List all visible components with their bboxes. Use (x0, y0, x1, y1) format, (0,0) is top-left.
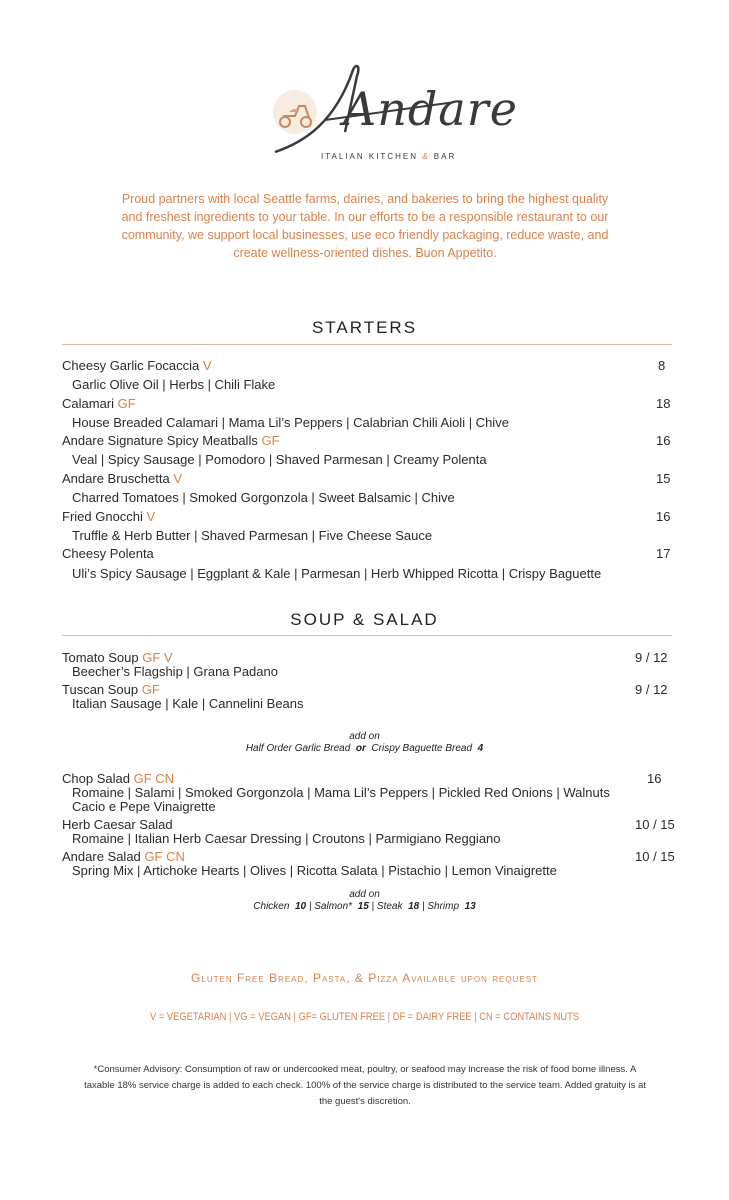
item-name: Cheesy Garlic Focaccia (62, 358, 200, 373)
logo-subtitle-b: BAR (433, 152, 457, 161)
item-description-line2: Cacio e Pepe Vinaigrette (72, 799, 216, 814)
item-price: 15 (656, 471, 671, 486)
item-name: Tomato Soup (62, 650, 139, 665)
item-price: 16 (647, 771, 662, 786)
item-description: Charred Tomatoes | Smoked Gorgonzola | Sweet Balsamic | Chive (72, 490, 455, 505)
intro-text: Proud partners with local Seattle farms, dairies, and bakeries to bring the highest quality and freshest ingredients to your table. In our efforts to be a responsible restaurant to our community, we support local businesses, use eco friendly packaging, reduce waste, and create wellness-oriented dishes. Buon Appetito. (121, 192, 609, 260)
addon-protein (0, 889, 729, 913)
addon-options: Chicken 10 | Salmon* 15 | Steak 18 | Shrimp 13 (253, 901, 476, 912)
addon-bread (0, 731, 729, 755)
item-price: 10 / 15 (635, 849, 675, 864)
item-tag: GF CN (144, 849, 185, 864)
item-tag: GF (117, 396, 136, 411)
item-description: Spring Mix | Artichoke Hearts | Olives | Ricotta Salata | Pistachio | Lemon Vinaigrette (72, 863, 557, 878)
item-price: 16 (656, 433, 671, 448)
gluten-free-note: Gluten Free Bread, Pasta, & Pizza Available upon request (191, 971, 538, 985)
item-name: Fried Gnocchi (62, 509, 143, 524)
logo-wordmark: Andare (343, 82, 518, 136)
item-name: Andare Salad (62, 849, 141, 864)
item-price: 17 (656, 546, 671, 561)
item-name: Andare Signature Spicy Meatballs (62, 433, 258, 448)
consumer-advisory: *Consumer Advisory: Consumption of raw or undercooked meat, poultry, or seafood may increase the risk of food borne illness. A taxable 18% service charge is added to each check. 100% of the service charge is distributed to the service team. Added gratuity is at the guest's discretion. (84, 1064, 646, 1107)
addon-label: add on (349, 731, 380, 742)
item-tag: GF (261, 433, 280, 448)
item-description: Romaine | Italian Herb Caesar Dressing | Croutons | Parmigiano Reggiano (72, 831, 501, 846)
item-price: 8 (658, 358, 666, 373)
item-tag: GF V (142, 650, 173, 665)
dietary-legend: V = VEGETARIAN | VG = VEGAN | GF= GLUTEN FREE | DF = DAIRY FREE | CN = CONTAINS NUTS (149, 1011, 580, 1023)
item-tag: V (173, 471, 182, 486)
item-description: Veal | Spicy Sausage | Pomodoro | Shaved Parmesan | Creamy Polenta (72, 452, 487, 467)
item-price: 18 (656, 396, 671, 411)
item-description: Uli’s Spicy Sausage | Eggplant & Kale | Parmesan | Herb Whipped Ricotta | Crispy Baguette (72, 566, 602, 581)
item-price: 16 (656, 509, 671, 524)
logo (265, 62, 518, 168)
addon-options: Half Order Garlic Bread or Crispy Baguette Bread 4 (245, 743, 484, 754)
logo-subtitle (321, 152, 456, 161)
item-price: 9 / 12 (635, 650, 668, 665)
logo-subtitle-amp: & (422, 152, 430, 161)
item-name: Cheesy Polenta (62, 546, 154, 561)
starters-title: STARTERS (311, 318, 418, 337)
item-description: House Breaded Calamari | Mama Lil’s Peppers | Calabrian Chili Aioli | Chive (72, 415, 509, 430)
item-tag: GF (141, 682, 160, 697)
item-tag: V (202, 358, 212, 373)
addon-label: add on (349, 889, 380, 900)
item-name: Herb Caesar Salad (62, 817, 173, 832)
item-name: Tuscan Soup (62, 682, 139, 697)
logo-subtitle-a: ITALIAN KITCHEN (321, 152, 418, 161)
item-price: 10 / 15 (635, 817, 675, 832)
item-description: Beecher’s Flagship | Grana Padano (72, 664, 278, 679)
item-price: 9 / 12 (635, 682, 668, 697)
soup-salad-divider (62, 635, 672, 636)
item-description: Italian Sausage | Kale | Cannelini Beans (72, 696, 304, 711)
item-tag: GF CN (133, 771, 175, 786)
item-description: Truffle & Herb Butter | Shaved Parmesan | Five Cheese Sauce (72, 528, 433, 543)
item-description: Garlic Olive Oil | Herbs | Chili Flake (72, 377, 276, 392)
item-description: Romaine | Salami | Smoked Gorgonzola | Mama Lil’s Peppers | Pickled Red Onions | Walnuts (72, 785, 610, 800)
soup-salad-title: SOUP & SALAD (290, 610, 439, 629)
item-name: Calamari (62, 396, 115, 411)
item-name: Andare Bruschetta (62, 471, 170, 486)
item-tag: V (146, 509, 156, 524)
starters-divider (62, 344, 672, 345)
item-name: Chop Salad (62, 771, 130, 786)
